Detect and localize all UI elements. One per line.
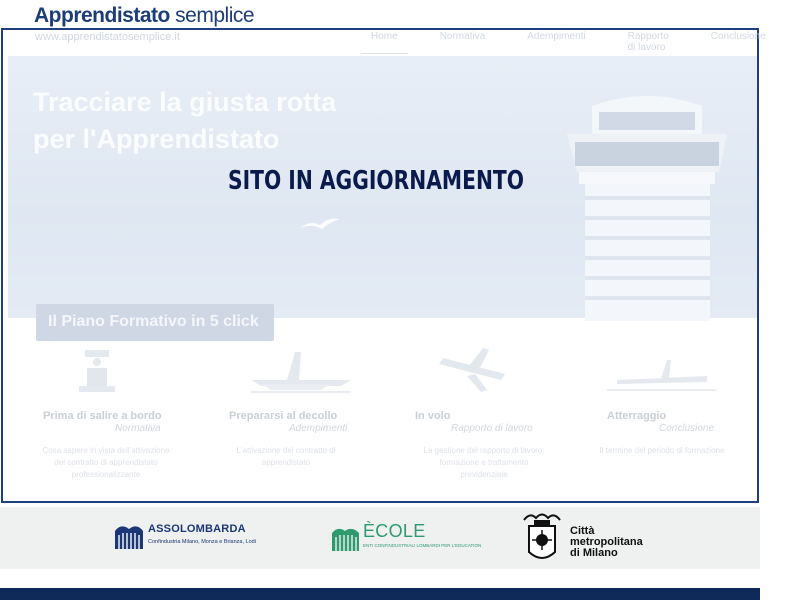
cta-button[interactable] [36, 304, 274, 341]
milano-name [570, 526, 643, 559]
preview-nav [361, 30, 798, 54]
hero-title-line-2: per l'Apprendistato [33, 124, 280, 154]
control-tower-icon [537, 86, 757, 318]
step-4-title: Atterraggio [607, 410, 667, 422]
milano-name-line-3: di Milano [570, 547, 618, 559]
step-1 [3, 344, 188, 504]
preview-nav-home[interactable]: Home [361, 30, 408, 54]
assolombarda-logo[interactable] [113, 521, 256, 557]
preview-url: www.apprendistatosemplice.it [35, 31, 180, 43]
preview-nav-conclusione[interactable]: Conclusione [710, 31, 766, 42]
hero-banner [8, 56, 757, 330]
assolombarda-name: ASSOLOMBARDA [148, 523, 246, 535]
preview-nav-adempimenti[interactable]: Adempimenti [527, 31, 586, 42]
step-2-subtitle: Adempimenti [289, 423, 348, 434]
assolombarda-subtitle: Confindustria Milano, Monza e Brianza, Lodi [148, 539, 256, 545]
step-1-title: Prima di salire a bordo [43, 410, 162, 422]
site-preview-frame [1, 28, 766, 503]
citta-metropolitana-logo[interactable] [520, 512, 660, 568]
step-2-title: Prepararsi al decollo [229, 410, 338, 422]
seagull-icon [298, 214, 342, 232]
milano-name-line-1: Città [570, 525, 595, 537]
ecole-subtitle: ENTI CONFINDUSTRIALI LOMBARDI PER L'EDUCATION [363, 543, 482, 548]
step-3-title: In volo [415, 410, 451, 422]
hero-title-line-1: Tracciare la giusta rotta [33, 87, 337, 117]
ecole-mark-icon [331, 523, 361, 553]
plane-landing-icon [567, 344, 752, 396]
steps-section [3, 344, 757, 504]
preview-nav-rapporto[interactable]: Rapporto di lavoro [627, 31, 669, 53]
milano-coat-of-arms-icon [520, 512, 564, 564]
brand-bold: Apprendistato [34, 4, 170, 27]
step-2 [191, 344, 376, 504]
maintenance-notice: SITO IN AGGIORNAMENTO [228, 166, 525, 196]
podium-icon [3, 344, 188, 396]
milano-name-line-2: metropolitana [570, 536, 643, 548]
preview-nav-normativa[interactable]: Normativa [439, 31, 486, 42]
cta-label: Il Piano Formativo in 5 click [48, 313, 259, 330]
partners-band [0, 507, 760, 569]
brand-light: semplice [169, 4, 255, 27]
ecole-name: ÈCOLE [363, 521, 426, 541]
step-3-subtitle: Rapporto di lavoro [451, 423, 533, 434]
ecole-logo[interactable] [331, 521, 482, 557]
preview-header [3, 30, 766, 58]
site-brand[interactable] [34, 4, 254, 26]
step-3-description: La gestione del rapporto di lavoro: formazione e trattamento previdenziale [423, 446, 545, 479]
assolombarda-mark-icon [113, 521, 145, 551]
step-3 [379, 344, 564, 504]
step-2-description: L'attivazione del contratto di apprendistato [236, 446, 336, 467]
step-4-description: Il termine del periodo di formazione [599, 446, 725, 455]
hero-title [33, 84, 453, 158]
plane-ground-icon [191, 344, 376, 396]
step-4-subtitle: Conclusione [659, 423, 715, 434]
step-4 [567, 344, 752, 504]
plane-flying-icon [379, 344, 564, 396]
step-1-subtitle: Normativa [115, 423, 161, 434]
step-1-description: Cosa sapere in vista dell'attivazione del contratto di apprendistato professionalizzante [42, 446, 170, 479]
bottom-bar [0, 588, 760, 600]
